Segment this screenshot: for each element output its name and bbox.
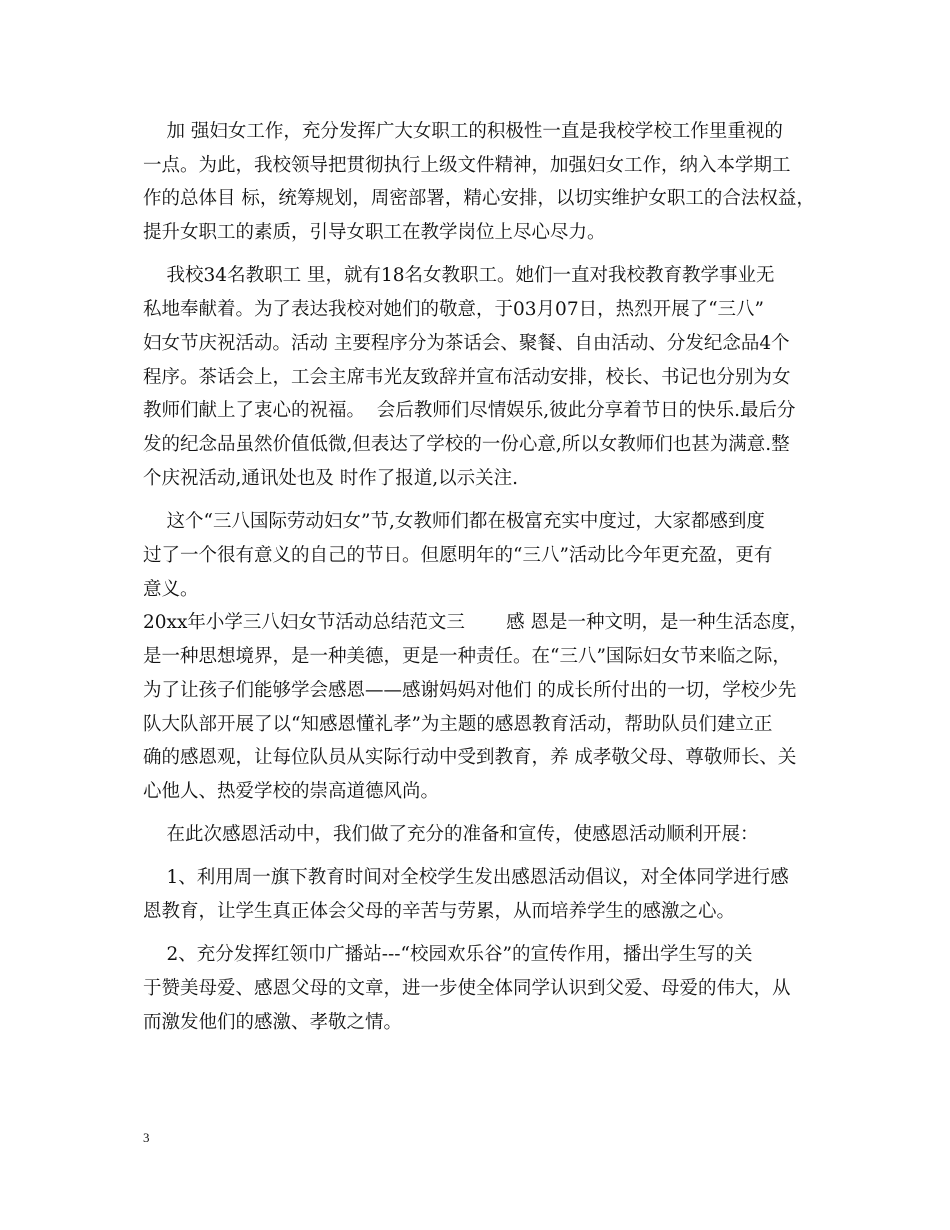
text-line: 教师们献上了衷心的祝福。 会后教师们尽情娱乐,彼此分享着节日的快乐.最后分 <box>143 400 796 421</box>
text-line: 作的总体目 标，统筹规划，周密部署，精心安排，以切实维护女职工的合法权益， <box>143 188 815 209</box>
text-line: 过了一个很有意义的自己的节日。但愿明年的“三八”活动比今年更充盈，更有 <box>143 545 773 566</box>
text-line: 妇女节庆祝活动。活动 主要程序分为茶话会、聚餐、自由活动、分发纪念品4个 <box>143 333 790 354</box>
text-line: 心他人、热爱学校的崇高道德风尚。 <box>143 781 440 802</box>
text-line: 程序。茶话会上，工会主席韦光友致辞并宣布活动安排，校长、书记也分别为女 <box>143 367 791 388</box>
text-line: 恩教育，让学生真正体会父母的辛苦与劳累，从而培养学生的感激之心。 <box>143 901 736 922</box>
text-line: 在此次感恩活动中，我们做了充分的准备和宣传，使感恩活动顺利开展： <box>143 824 759 845</box>
text-line: 我校34名教职工 里，就有18名女教职工。她们一直对我校教育教学事业无 <box>143 265 775 286</box>
text-line: 20xx年小学三八妇女节活动总结范文三 感 恩是一种文明，是一种生活态度， <box>143 612 808 633</box>
text-line: 2、充分发挥红领巾广播站---“校园欢乐谷”的宣传作用，播出学生写的关 <box>143 944 753 965</box>
text-line: 是一种思想境界，是一种美德，更是一种责任。在“三八”国际妇女节来临之际， <box>143 646 791 667</box>
text-line: 这个“三八国际劳动妇女”节,女教师们都在极富充实中度过，大家都感到度 <box>143 511 765 532</box>
text-line: 发的纪念品虽然价值低微,但表达了学校的一份心意,所以女教师们也甚为满意.整 <box>143 434 790 455</box>
text-line: 1、利用周一旗下教育时间对全校学生发出感恩活动倡议，对全体同学进行感 <box>143 867 789 888</box>
text-line: 加 强妇女工作，充分发挥广大女职工的积极性一直是我校学校工作里重视的 <box>143 121 783 142</box>
text-line: 提升女职工的素质，引导女职工在教学岗位上尽心尽力。 <box>143 222 606 243</box>
text-line: 个庆祝活动,通讯处也及 时作了报道,以示关注. <box>143 468 519 489</box>
text-line: 私地奉献着。为了表达我校对她们的敬意，于03月07日，热烈开展了“三八” <box>143 299 764 320</box>
text-line: 为了让孩子们能够学会感恩——感谢妈妈对他们 的成长所付出的一切，学校少先 <box>143 680 797 701</box>
text-line: 队大队部开展了以“知感恩懂礼孝”为主题的感恩教育活动，帮助队员们建立正 <box>143 714 773 735</box>
page-number: 3 <box>143 1130 150 1145</box>
text-line: 于赞美母爱、感恩父母的文章，进一步使全体同学认识到父爱、母爱的伟大，从 <box>143 978 791 999</box>
text-line: 意义。 <box>143 579 199 600</box>
text-line: 一点。为此，我校领导把贯彻执行上级文件精神，加强妇女工作，纳入本学期工 <box>143 155 791 176</box>
text-line: 而激发他们的感激、孝敬之情。 <box>143 1012 403 1033</box>
text-line: 确的感恩观，让每位队员从实际行动中受到教育，养 成孝敬父母、尊敬师长、关 <box>143 747 797 768</box>
